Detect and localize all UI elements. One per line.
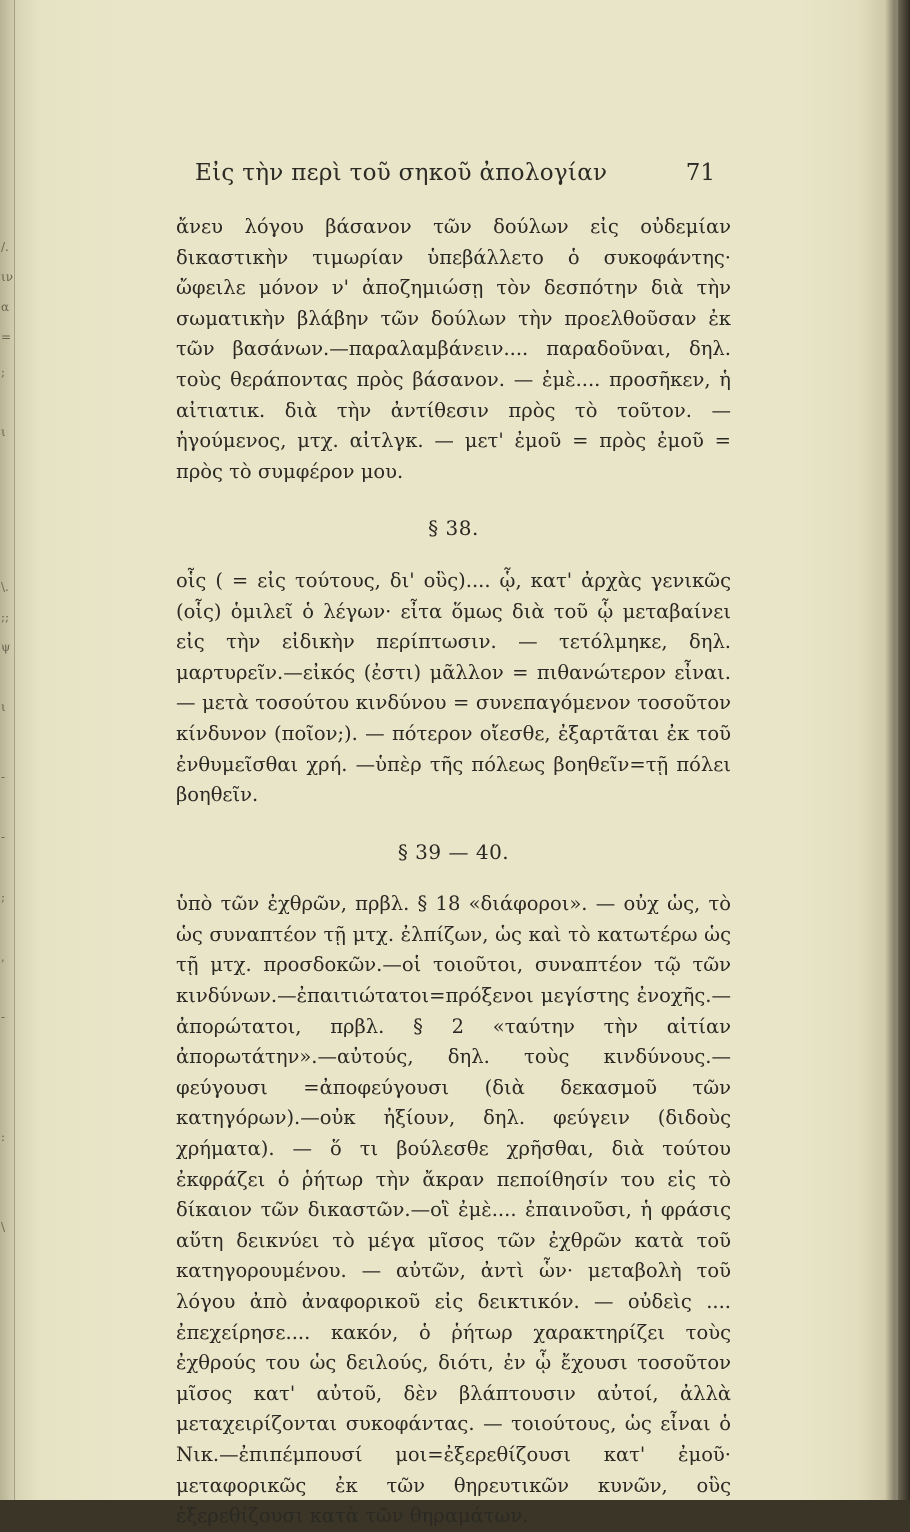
paragraph-1: ἄνευ λόγου βάσανον τῶν δούλων εἰς οὐδεμίαν δικαστικὴν τιμωρίαν ὑπεβάλλετο ὁ συκοφάντης· ὤφειλε μόνον ν' ἀποζημιώσῃ τὸν δεσπότην διὰ τὴν σωματικὴν βλάβην τῶν δούλων τὴν προελθοῦσαν ἐκ τῶν βασάνων.—παραλαμβάνειν.... παραδοῦναι, δηλ. τοὺς θεράποντας πρὸς βάσανον. — ἐμὲ.... προσῆκεν, ἡ αἰτιατικ. διὰ τὴν ἀντίθεσιν πρὸς τὸ τοῦτον. — ἡγούμενος, μτχ. αἰτλγκ. — μετ' ἐμοῦ = πρὸς ἐμοῦ = πρὸς τὸ συμφέρον μου.: [176, 215, 731, 483]
paragraph-2: οἷς ( = εἰς τούτους, δι' οὓς).... ᾧ, κατ' ἀρχὰς γενικῶς (οἷς) ὁμιλεῖ ὁ λέγων· εἶτα ὅμως διὰ τοῦ ᾧ μεταβαίνει εἰς τὴν εἰδικὴν περίπτωσιν. — τετόλμηκε, δηλ. μαρτυρεῖν.—εἰκός (ἐστι) μᾶλλον = πιθανώτερον εἶναι. — μετὰ τοσούτου κινδύνου = συνεπαγόμενον τοσοῦτον κίνδυνον (ποῖον;). — πότερον οἴεσθε, ἐξαρτᾶται ἐκ τοῦ ἐνθυμεῖσθαι χρή. —ὑπὲρ τῆς πόλεως βοηθεῖν=τῇ πόλει βοηθεῖν.: [176, 568, 731, 807]
paragraph-3: ὑπὸ τῶν ἐχθρῶν, πρβλ. § 18 «διάφοροι». — οὐχ ὡς, τὸ ὡς συναπτέον τῇ μτχ. ἐλπίζων, ὡς καὶ τὸ κατωτέρω ὡς τῇ μτχ. προσδοκῶν.—οἱ τοιοῦτοι, συναπτέον τῷ τῶν κινδύνων.—ἐπαιτιώτατοι=πρόξενοι μεγίστης ἐνοχῆς.—ἀπορώτατοι, πρβλ. § 2 «ταύτην τὴν αἰτίαν ἀπορωτάτην».—αὐτούς, δηλ. τοὺς κινδύνους.—φεύγουσι =ἀποφεύγουσι (διὰ δεκασμοῦ τῶν κατηγόρων).—οὐκ ἠξίουν, δηλ. φεύγειν (διδοὺς χρήματα). — ὅ τι βούλεσθε χρῆσθαι, διὰ τούτου ἐκφράζει ὁ ῥήτωρ τὴν ἄκραν πεποίθησίν του εἰς τὸ δίκαιον τῶν δικαστῶν.—οἳ ἐμὲ.... ἐπαινοῦσι, ἡ φράσις αὕτη δεικνύει τὸ μέγα μῖσος τῶν ἐχθρῶν κατὰ τοῦ κατηγορουμένου. — αὐτῶν, ἀντὶ ὧν· μεταβολὴ τοῦ λόγου ἀπὸ ἀναφορικοῦ εἰς δεικτικόν. — οὐδεὶς .... ἐπεχείρησε.... κακόν, ὁ ῥήτωρ χαρακτηρίζει τοὺς ἐχθρούς του ὡς δειλούς, διότι, ἐν ᾧ ἔχουσι τοσοῦτον μῖσος κατ' αὐτοῦ, δὲν βλάπτουσιν αὐτοί, ἀλλὰ μεταχειρίζονται συκοφάντας. — τοιούτους, ὡς εἶναι ὁ Νικ.—ἐπιπέμπουσί μοι=ἐξερεθίζουσι κατ' ἐμοῦ· μεταφορικῶς ἐκ τῶν θηρευτικῶν κυνῶν, οὓς ἐξερεθίζουσι κατὰ τῶν θηραμάτων.: [176, 892, 731, 1528]
running-head: Εἰς τὴν περὶ τοῦ σηκοῦ ἀπολογίαν: [195, 160, 608, 186]
previous-page-gutter: /. ιν α = ; ι \. ;; ψ ι - - ; , - : \: [0, 0, 15, 1500]
page-header: [195, 160, 715, 200]
section-heading-38: § 38.: [428, 516, 479, 541]
body-text: [176, 212, 731, 1532]
page-number: 71: [685, 160, 715, 186]
section-heading-39-40: § 39 — 40.: [397, 839, 510, 864]
page-edge-shadow: [895, 0, 898, 1500]
